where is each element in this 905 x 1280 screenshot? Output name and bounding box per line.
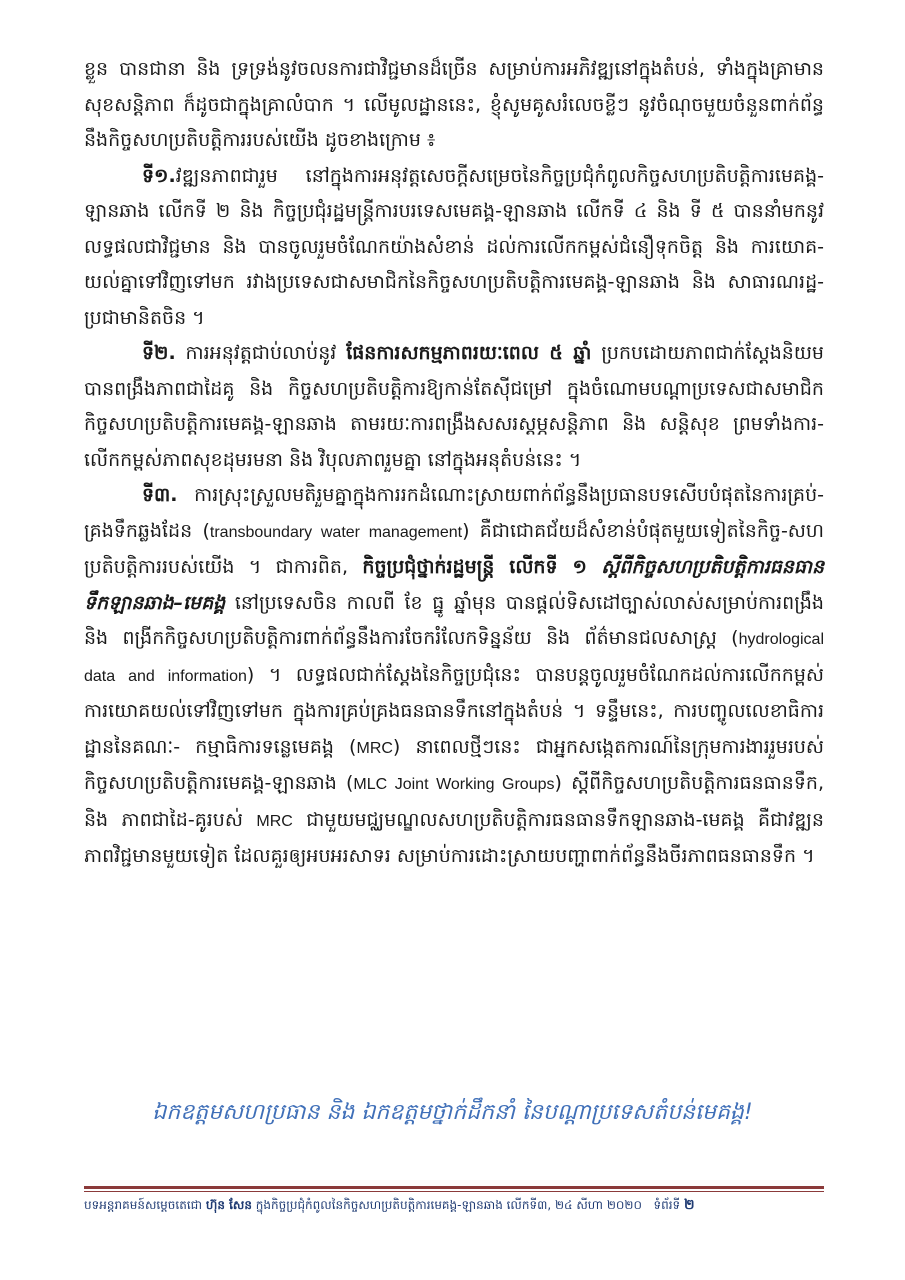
footer-page-number: ២ (683, 1197, 695, 1213)
footer-intro: បទអន្តរាគមន៍សម្តេចតេជោ (84, 1198, 206, 1212)
point-2-paragraph (84, 336, 824, 478)
point-3-text-a: ការស្រុះស្រួលមតិរួមគ្នាក្នុងការរកដំណោះស្រាយពាក់ព័ន្ធនឹងប្រធានបទសើបបំផុតនៃការគ្រប់-គ្រងទឹកឆ្លងដែន ( (84, 484, 824, 542)
point-3-text-e: ) នាពេលថ្មីៗនេះ ជាអ្នកសង្កេតការណ៍នៃក្រុមការងាររួមរបស់កិច្ចសហប្រតិបត្តិការមេគង្គ-ឡានឆាង ( (84, 735, 824, 794)
point-2-heading: ទី២. (142, 342, 176, 364)
point-3-text-d: ) ។ លទ្ធផលជាក់ស្តែងនៃកិច្ចប្រជុំនេះ បានបន្តចូលរួមចំណែកដល់ការលើកកម្ពស់ការយោគយល់ទៅវិញទៅមក ក្នុងការគ្រប់គ្រងធនធានទឹកនៅក្នុងតំបន់ ។ ទន្ទឹមនេះ, ការបញ្ចូលលេខាធិការដ្ឋាននៃគណៈ- កម្មាធិការទន្លេមេគង្គ ( (84, 663, 825, 758)
point-3-paragraph (84, 478, 824, 875)
point-3-text-c: នៅប្រទេសចិន កាលពី ខែ ធ្នូ ឆ្នាំមុន បានផ្តល់ទិសដៅច្បាស់លាស់សម្រាប់ការពង្រឹង និង ពង្រីកកិច្ចសហប្រតិបត្តិការពាក់ព័ន្ធនឹងការចែករំលែកទិន្នន័យ និង ព័ត៌មានជលសាស្ត្រ ( (84, 591, 824, 649)
point-3-english-term-3: MRC (356, 739, 393, 757)
point-2-text: ប្រកបដោយភាពជាក់ស្តែងនិយម បានពង្រឹងភាពជាដៃគូ និង កិច្ចសហប្រតិបត្តិការឱ្យកាន់តែស៊ីជម្រៅ ក្នុងចំណោមបណ្តាប្រទេសជាសមាជិកកិច្ចសហប្រតិបត្តិការមេគង្គ-ឡានឆាង តាមរយៈការពង្រឹងសសរស្តម្ភសន្តិភាព និង សន្តិសុខ ព្រមទាំងការ-លើកកម្ពស់ភាពសុខដុមរមនា និង វិបុលភាពរួមគ្នា នៅក្នុងអនុតំបន់នេះ ។ (84, 342, 824, 471)
document-body (84, 52, 824, 875)
point-3-meeting-topic: ស្តីពីកិច្ចសហប្រតិបត្តិការធនធានទឹកឡានឆាង–មេគង្គ (84, 556, 825, 614)
footer-event: ក្នុងកិច្ចប្រជុំកំពូលនៃកិច្ចសហប្រតិបត្តិការមេគង្គ-ឡានឆាង លើកទី៣, ២៤ សីហា ២០២០ (251, 1198, 642, 1212)
closing-salutation: ឯកឧត្តមសហប្រធាន និង ឯកឧត្តមថ្នាក់ដឹកនាំ នៃបណ្តាប្រទេសតំបន់មេគង្គ! (152, 1100, 753, 1125)
intro-paragraph: ខ្លួន បានជានា និង ទ្រទ្រង់នូវចលនការជាវិជ្ជមានដ៏ច្រើន សម្រាប់ការអភិវឌ្ឍនៅក្នុងតំបន់, ទាំងក្នុងគ្រាមានសុខសន្តិភាព ក៏ដូចជាក្នុងគ្រាលំបាក ។ លើមូលដ្ឋាននេះ, ខ្ញុំសូមគូសរំលេចខ្លីៗ នូវចំណុចមួយចំនួនពាក់ព័ន្ធនឹងកិច្ចសហប្រតិបត្តិការរបស់យើង ដូចខាងក្រោម ៖ (84, 58, 824, 151)
point-3-text-g: ជាមួយមជ្ឈមណ្ឌលសហប្រតិបត្តិការធនធានទឹកឡានឆាង-មេគង្គ គឺជាវឌ្ឍនភាពវិជ្ជមានមួយទៀត ដែលគួរឲ្យអបអរសាទរ សម្រាប់ការដោះស្រាយបញ្ហាពាក់ព័ន្ធនឹងចីរភាពធនធានទឹក ។ (84, 808, 824, 867)
point-3-text-f: ) ស្តីពីកិច្ចសហប្រតិបត្តិការធនធានទឹក, និង ភាពជាដៃ-គូរបស់ (84, 772, 824, 831)
point-3-english-term-4: MLC Joint Working Groups (353, 776, 555, 793)
point-1-paragraph (84, 159, 824, 337)
point-3-heading: ទី៣. (142, 484, 178, 506)
point-1-text: វឌ្ឍនភាពជារួម នៅក្នុងការអនុវត្តសេចក្តីសម្រេចនៃកិច្ចប្រជុំកំពូលកិច្ចសហប្រតិបត្តិការមេគង្គ-ឡានឆាង លើកទី ២ និង កិច្ចប្រជុំរដ្ឋមន្ត្រីការបរទេសមេគង្គ-ឡានឆាង លើកទី ៤ និង ទី ៥ បាននាំមកនូវលទ្ធផលជាវិជ្ជមាន និង បានចូលរួមចំណែកយ៉ាងសំខាន់ ដល់ការលើកកម្ពស់ជំនឿទុកចិត្ត និង ការយោគ-យល់គ្នាទៅវិញទៅមក រវាងប្រទេសជាសមាជិកនៃកិច្ចសហប្រតិបត្តិការមេគង្គ-ឡានឆាង និង សាធារណរដ្ឋ-ប្រជាមានិតចិន ។ (84, 164, 824, 329)
point-3-text-b: ) គឺជាជោគជ័យដ៏សំខាន់បំផុតមួយទៀតនៃកិច្ច-សហប្រតិបត្តិការរបស់យើង ។ ជាការពិត, (84, 519, 824, 578)
point-3-english-term-1: transboundary water management (209, 523, 463, 541)
point-3-english-term-5: MRC (256, 812, 293, 830)
point-2-intro: ការអនុវត្តជាប់លាប់នូវ (175, 342, 347, 364)
page-footer (84, 1196, 824, 1214)
footer-rule-thick (84, 1186, 824, 1189)
point-3-english-term-2: hydrological data and information (84, 631, 824, 685)
point-3-meeting-emphasis: កិច្ចប្រជុំថ្នាក់រដ្ឋមន្ត្រី លើកទី ១ (362, 556, 587, 578)
footer-rule-thin (84, 1191, 824, 1192)
point-1-heading: ទី១. (142, 164, 176, 187)
point-2-plan-emphasis: ផែនការសកម្មភាពរយៈពេល ៥ ឆ្នាំ (346, 342, 592, 364)
footer-page-label: ទំព័រទី (653, 1198, 684, 1212)
footer-speaker-name: ហ៊ុន សែន (205, 1198, 252, 1212)
